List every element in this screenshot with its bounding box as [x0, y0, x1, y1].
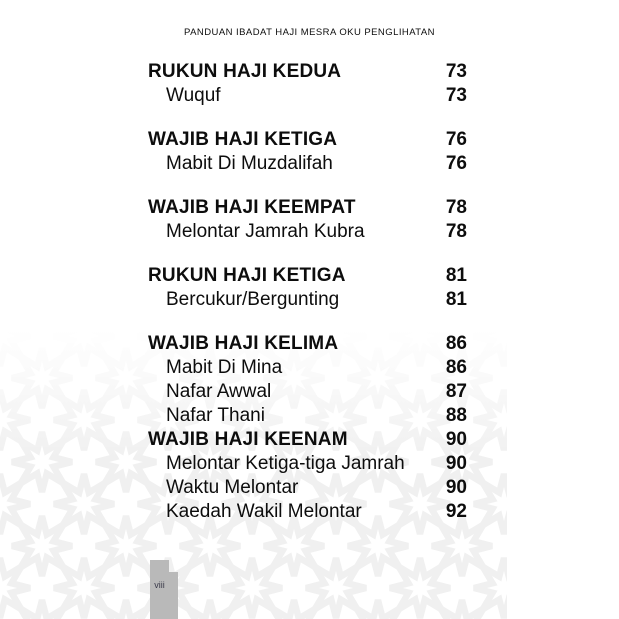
- toc-entry-page: 76: [445, 129, 467, 150]
- toc-entry-label: WAJIB HAJI KEENAM: [148, 429, 348, 450]
- toc-subentry: [148, 452, 467, 476]
- toc-entry-label: Bercukur/Bergunting: [166, 289, 340, 310]
- page-number: viii: [154, 580, 165, 590]
- toc-heading: [148, 428, 467, 452]
- toc-entry-page: 78: [445, 197, 467, 218]
- toc-entry-label: Kaedah Wakil Melontar: [166, 501, 362, 522]
- toc-entry-label: WAJIB HAJI KEEMPAT: [148, 197, 356, 218]
- toc-entry-page: 78: [445, 221, 467, 242]
- page-number-tab: [150, 560, 169, 619]
- toc-heading: [148, 60, 467, 84]
- toc-entry-page: 87: [445, 381, 467, 402]
- toc-entry-label: Mabit Di Muzdalifah: [166, 153, 333, 174]
- toc-entry-label: WAJIB HAJI KETIGA: [148, 129, 338, 150]
- toc-entry-page: 90: [445, 453, 467, 474]
- toc-entry-page: 90: [445, 477, 467, 498]
- toc-entry-label: RUKUN HAJI KETIGA: [148, 265, 346, 286]
- toc-subentry: [148, 84, 467, 108]
- toc-entry-page: 76: [445, 153, 467, 174]
- toc-entry-label: Nafar Thani: [166, 405, 265, 426]
- toc-entry-page: 92: [445, 501, 467, 522]
- toc-subentry: [148, 288, 467, 312]
- toc-list: [148, 60, 467, 524]
- toc-entry-label: WAJIB HAJI KELIMA: [148, 333, 339, 354]
- toc-entry-page: 73: [445, 61, 467, 82]
- toc-entry-label: RUKUN HAJI KEDUA: [148, 61, 342, 82]
- toc-entry-page: 73: [445, 85, 467, 106]
- toc-entry-label: Nafar Awwal: [166, 381, 272, 402]
- toc-subentry: [148, 220, 467, 244]
- running-header: PANDUAN IBADAT HAJI MESRA OKU PENGLIHATAN: [184, 27, 435, 38]
- toc-entry-page: 90: [445, 429, 467, 450]
- toc-entry-label: Waktu Melontar: [166, 477, 299, 498]
- toc-entry-page: 86: [445, 357, 467, 378]
- toc-entry-label: Mabit Di Mina: [166, 357, 283, 378]
- toc-entry-page: 88: [445, 405, 467, 426]
- toc-heading: [148, 264, 467, 288]
- toc-entry-page: 81: [445, 265, 467, 286]
- toc-heading: [148, 332, 467, 356]
- toc-subentry: [148, 500, 467, 524]
- toc-entry-label: Melontar Jamrah Kubra: [166, 221, 365, 242]
- toc-subentry: [148, 380, 467, 404]
- toc-heading: [148, 196, 467, 220]
- toc-subentry: [148, 152, 467, 176]
- toc-subentry: [148, 356, 467, 380]
- toc-heading: [148, 128, 467, 152]
- toc-entry-label: Wuquf: [166, 85, 221, 106]
- toc-entry-page: 86: [445, 333, 467, 354]
- page-number-tab-step: [169, 572, 178, 619]
- toc-entry-label: Melontar Ketiga-tiga Jamrah: [166, 453, 405, 474]
- toc-subentry: [148, 404, 467, 428]
- toc-subentry: [148, 476, 467, 500]
- toc-entry-page: 81: [445, 289, 467, 310]
